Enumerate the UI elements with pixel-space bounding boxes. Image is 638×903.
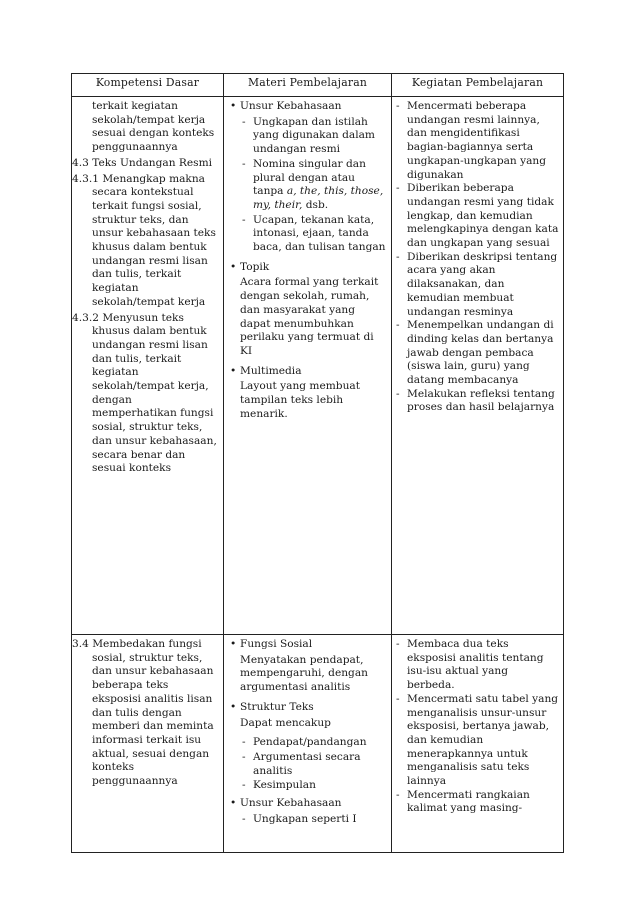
table-row	[72, 635, 564, 853]
materi-cell	[224, 97, 392, 635]
materi-unsur-group	[228, 100, 387, 255]
list-item: - Mencermati satu tabel yang menganalisis unsur-unsur eksposisi, bertanya jawab, dan kemudian menerapkannya untuk menganalisis satu teks lainnya	[396, 692, 559, 788]
list-item: - Ungkapan seperti I	[242, 812, 357, 825]
materi-topic: • Struktur Teks	[230, 700, 314, 713]
materi-topic: • Unsur Kebahasaan	[230, 797, 342, 810]
list-item: - Ucapan, tekanan kata, intonasi, ejaan, tanda baca, dan tulisan tangan	[242, 213, 386, 254]
list-item: - Ungkapan dan istilah yang digunakan dalam undangan resmi	[242, 115, 375, 156]
kd-cell	[72, 635, 224, 853]
materi-topic: • Unsur Kebahasaan	[230, 100, 342, 112]
table-row	[72, 97, 564, 635]
materi-struktur-group	[228, 701, 387, 793]
materi-multimedia-group	[228, 365, 387, 422]
list-item: - Diberikan beberapa undangan resmi yang tidak lengkap, dan kemudian melengkapinya dengan kata dan ungkapan yang sesuai	[396, 182, 559, 250]
list-item: - Mencermati rangkaian kalimat yang masing-	[396, 788, 530, 815]
kd-4-3-2: 4.3.2 Menyusun teks khusus dalam bentuk undangan resmi lisan dan tulis, terkait kegiatan sekolah/tempat kerja, dengan memperhatikan fungsi sosial, struktur teks, dan unsur kebahasaan, secara benar dan sesuai konteks	[72, 311, 217, 475]
table-header-row	[72, 74, 564, 97]
materi-topic: • Fungsi Sosial	[230, 638, 313, 650]
bullet-icon: •	[230, 700, 237, 713]
bullet-icon: •	[230, 100, 237, 112]
header-materi-pembelajaran: Materi Pembelajaran	[224, 74, 392, 97]
materi-topic: • Topik	[230, 260, 270, 273]
materi-topic: • Multimedia	[230, 364, 302, 377]
header-kompetensi-dasar: Kompetensi Dasar	[72, 74, 224, 97]
kd-cell	[72, 97, 224, 635]
kegiatan-list	[396, 100, 559, 415]
materi-cell	[224, 635, 392, 853]
list-item: - Kesimpulan	[242, 779, 316, 792]
materi-desc: Dapat mencakup	[240, 716, 331, 729]
materi-desc: Acara formal yang terkait dengan sekolah, rumah, dan masyarakat yang dapat menumbuhkan perilaku yang termuat di KI	[240, 276, 379, 357]
kd-continuation: terkait kegiatan sekolah/tempat kerja sesuai dengan konteks penggunaannya	[92, 100, 215, 154]
list-item-nomina: - Nomina singular dan plural dengan atau tanpa a, the, this, those, my, their, dsb.	[242, 157, 384, 211]
bullet-icon: •	[230, 364, 237, 377]
materi-desc: Layout yang membuat tampilan teks lebih menarik.	[240, 380, 360, 420]
header-kegiatan-pembelajaran: Kegiatan Pembelajaran	[392, 74, 564, 97]
bullet-icon: •	[230, 638, 237, 650]
kd-3-4: 3.4 Membedakan fungsi sosial, struktur teks, dan unsur kebahasaan beberapa teks eksposisi analitis lisan dan tulis dengan memberi dan meminta informasi terkait isu aktual, sesuai dengan konteks penggunaannya	[72, 638, 214, 788]
materi-sublist	[228, 813, 387, 827]
list-item: - Diberikan deskripsi tentang acara yang akan dilaksanakan, dan kemudian membuat undangan resminya	[396, 250, 558, 318]
list-item: - Mencermati beberapa undangan resmi lainnya, dan mengidentifikasi bagian-bagiannya serta ungkapan-ungkapan yang digunakan	[396, 100, 547, 181]
kegiatan-list	[396, 638, 559, 816]
materi-topik-group	[228, 261, 387, 359]
kd-4-3-1: 4.3.1 Menangkap makna secara kontekstual terkait fungsi sosial, struktur teks, dan unsur kebahasaan teks khusus dalam bentuk undangan resmi lisan dan tulis, terkait kegiatan sekolah/tempat kerja	[72, 172, 216, 308]
kd-4-3: 4.3 Teks Undangan Resmi	[72, 156, 213, 169]
list-item: - Menempelkan undangan di dinding kelas dan bertanya jawab dengan pembaca (siswa lain, guru) yang datang membacanya	[396, 319, 554, 387]
list-item: - Melakukan refleksi tentang proses dan hasil belajarnya	[396, 387, 555, 414]
list-item: - Argumentasi secara analitis	[242, 750, 361, 777]
list-item: - Membaca dua teks eksposisi analitis tentang isu-isu aktual yang berbeda.	[396, 638, 544, 692]
materi-sublist	[228, 736, 387, 793]
kegiatan-cell	[392, 635, 564, 853]
materi-sublist	[228, 116, 387, 255]
curriculum-table	[71, 73, 564, 853]
kegiatan-cell	[392, 97, 564, 635]
materi-desc: Menyatakan pendapat, mempengaruhi, dengan argumentasi analitis	[240, 653, 368, 694]
bullet-icon: •	[230, 260, 237, 273]
materi-fungsi-group	[228, 638, 387, 695]
bullet-icon: •	[230, 797, 237, 810]
list-item: - Pendapat/pandangan	[242, 736, 367, 749]
materi-unsur-group	[228, 797, 387, 826]
